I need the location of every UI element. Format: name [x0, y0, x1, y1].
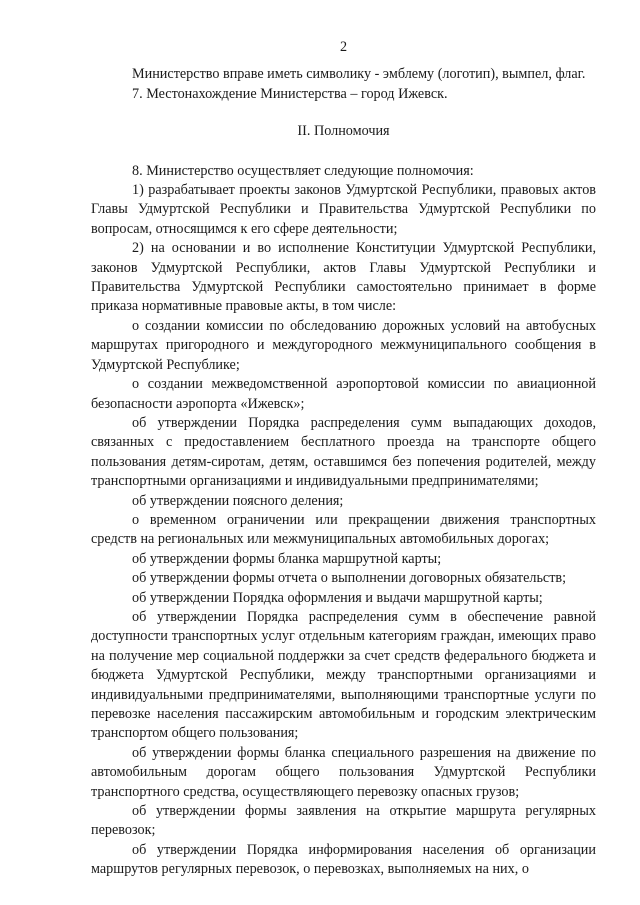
paragraph-symbolics: Министерство вправе иметь символику - эмблему (логотип), вымпел, флаг.	[132, 66, 586, 83]
paragraph-location: 7. Местонахождение Министерства – город Ижевск.	[132, 85, 448, 102]
paragraph: об утверждении формы бланка специального разрешения на движение по автомобильным дорогам общего пользования Удмуртской Республики транспортного средства, осуществляющего перевозку опасных грузов;	[91, 744, 596, 800]
paragraph: о создании межведомственной аэропортовой комиссии по авиационной безопасности аэропорта «Ижевск»;	[91, 376, 596, 412]
paragraph: о временном ограничении или прекращении движения транспортных средств на региональных или межмуниципальных автомобильных дорогах;	[91, 511, 596, 548]
paragraph: об утверждении Порядка информирования населения об организации маршрутов регулярных перевозок, о перевозках, выполняемых на них, о	[91, 841, 596, 878]
paragraph: о создании комиссии по обследованию дорожных условий на автобусных маршрутах пригородного и междугородного межмуниципального сообщения в Удмуртской Республике;	[91, 317, 596, 373]
paragraph: об утверждении формы заявления на открытие маршрута регулярных перевозок;	[91, 803, 596, 839]
paragraph: 2) на основании и во исполнение Конституции Удмуртской Республики, законов Удмуртской Республики, актов Главы Удмуртской Республики и Правительства Удмуртской Республики самостоятельно принимает в форме приказа нормативные правовые акты, в том числе:	[91, 240, 596, 315]
paragraph: об утверждении формы отчета о выполнении договорных обязательств;	[132, 570, 567, 587]
paragraph: об утверждении поясного деления;	[132, 492, 344, 509]
section-title: II. Полномочия	[297, 123, 390, 140]
paragraph: об утверждении Порядка оформления и выдачи маршрутной карты;	[132, 589, 543, 606]
paragraph: 8. Министерство осуществляет следующие полномочия:	[132, 162, 474, 179]
paragraph: об утверждении Порядка распределения сумм выпадающих доходов, связанных с предоставлением бесплатного проезда на транспорте общего пользования детям-сиротам, детям, оставшимся без попечения родителей, между транспортными организациями и индивидуальными предпринимателями;	[91, 414, 596, 490]
paragraph: 1) разрабатывает проекты законов Удмуртской Республики, правовых актов Главы Удмуртской Республики и Правительства Удмуртской Республики по вопросам, относящимся к его сфере деятельности;	[91, 182, 596, 237]
paragraph: об утверждении формы бланка маршрутной карты;	[132, 550, 442, 567]
powers-list	[91, 162, 596, 880]
paragraph: об утверждении Порядка распределения сумм в обеспечение равной доступности транспортных услуг отдельным категориям граждан, имеющих право на получение мер социальной поддержки за счет средств федерального бюджета и бюджета Удмуртской Республики, между транспортными организациями и индивидуальными предпринимателями, выполняющими транспортные услуги по перевозке населения пассажирским автомобильным и городским электрическим транспортом общего пользования;	[91, 608, 596, 742]
page-number: 2	[339, 39, 348, 55]
